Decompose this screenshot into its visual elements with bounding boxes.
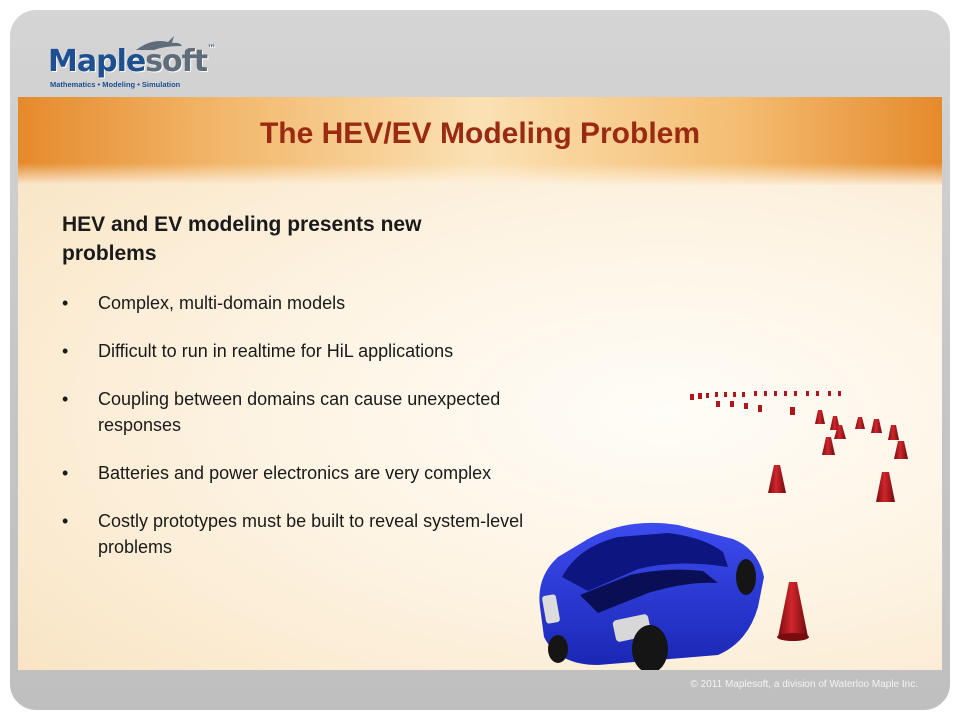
slide-content — [18, 97, 942, 670]
logo-trademark: ™ — [207, 44, 216, 54]
logo-text-main: Maple — [48, 44, 146, 79]
bullet-marker: • — [62, 463, 69, 483]
bullet-text: Difficult to run in realtime for HiL applications — [98, 341, 454, 361]
bullet-text: Coupling between domains can cause unexpected responses — [98, 389, 501, 435]
bullet-marker: • — [62, 293, 69, 313]
bullet-marker: • — [62, 389, 69, 409]
bullet-item — [58, 460, 528, 486]
slide-subtitle: HEV and EV modeling presents new problems — [62, 213, 422, 265]
logo-tagline: Mathematics • Modeling • Simulation — [50, 80, 181, 89]
bullet-text: Batteries and power electronics are very complex — [98, 463, 492, 483]
bullet-item — [58, 338, 528, 364]
bullet-item — [58, 508, 528, 560]
maplesoft-logo — [48, 34, 216, 94]
bullet-text: Complex, multi-domain models — [98, 293, 346, 313]
bullet-list — [58, 290, 528, 560]
car-and-cones-illustration — [518, 277, 942, 670]
logo-wordmark — [48, 44, 215, 79]
bullet-text: Costly prototypes must be built to reveal system-level problems — [98, 511, 524, 557]
blue-car — [539, 523, 764, 670]
bullet-marker: • — [62, 341, 69, 361]
slide-title: The HEV/EV Modeling Problem — [259, 117, 701, 150]
bullet-item — [58, 290, 528, 316]
copyright-footer: © 2011 Maplesoft, a division of Waterloo Maple Inc. — [690, 679, 918, 690]
bullet-item — [58, 386, 528, 438]
logo-text-soft: soft — [145, 44, 208, 79]
bullet-marker: • — [62, 511, 69, 531]
